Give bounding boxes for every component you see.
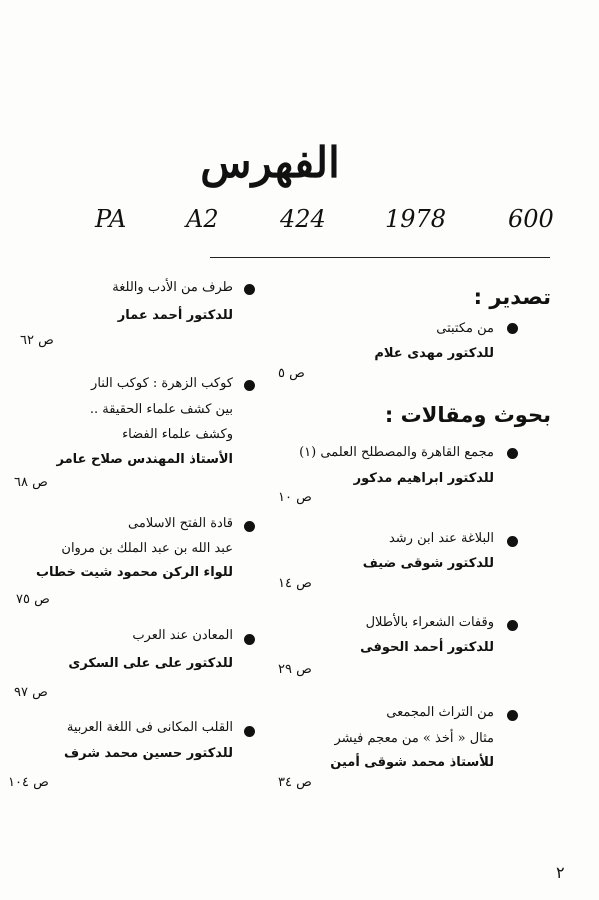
toc-page: ص ٥ [278, 366, 305, 381]
header-rule [210, 257, 550, 258]
toc-title: كوكب الزهرة : كوكب النار [91, 376, 233, 391]
bullet-icon [507, 323, 518, 334]
toc-title: المعادن عند العرب [132, 628, 233, 643]
handwritten-note-5: 600 [508, 205, 554, 233]
bullet-icon [244, 726, 255, 737]
toc-page: ص ١٠٤ [8, 775, 49, 790]
bullet-icon [507, 620, 518, 631]
toc-author: للأستاذ محمد شوقى أمين [330, 755, 494, 770]
toc-author: للواء الركن محمود شيت خطاب [35, 565, 233, 580]
toc-page: ص ٦٨ [14, 475, 48, 490]
toc-page: ص ٣٤ [278, 775, 312, 790]
bullet-icon [244, 521, 255, 532]
handwritten-note-3: 424 [280, 205, 326, 233]
toc-page: ص ٧٥ [16, 592, 50, 607]
toc-subtitle: بين كشف علماء الحقيقة .. [89, 402, 233, 417]
toc-author: للدكتور أحمد عمار [117, 308, 233, 323]
toc-author: للدكتور مهدى علام [374, 346, 494, 361]
section-heading-preface: تصدير : [473, 285, 551, 309]
toc-title: القلب المكانى فى اللغة العربية [66, 720, 233, 735]
page-title: الفهرس [200, 138, 340, 187]
toc-page: ص ١٤ [278, 576, 312, 591]
toc-subtitle: مثال « أخذ » من معجم فيشر [334, 731, 494, 746]
toc-page: ص ١٠ [278, 490, 312, 505]
bullet-icon [507, 536, 518, 547]
toc-title: قادة الفتح الاسلامى [128, 516, 233, 531]
page-number: ٢ [556, 863, 565, 882]
toc-page: ص ٦٢ [20, 333, 54, 348]
bullet-icon [244, 380, 255, 391]
toc-author: للدكتور ابراهيم مدكور [353, 471, 494, 486]
toc-author: للدكتور أحمد الحوفى [360, 640, 494, 655]
toc-subtitle: وكشف علماء الفضاء [122, 427, 233, 442]
toc-subtitle: عبد الله بن عبد الملك بن مروان [61, 541, 233, 556]
toc-title: من التراث المجمعى [386, 705, 494, 720]
handwritten-note-4: 1978 [385, 205, 447, 233]
toc-author: للدكتور حسين محمد شرف [64, 746, 233, 761]
handwritten-note-1: PA [95, 205, 127, 233]
toc-title: وقفات الشعراء بالأطلال [365, 615, 494, 630]
toc-page: ص ٢٩ [278, 662, 312, 677]
bullet-icon [507, 710, 518, 721]
bullet-icon [244, 634, 255, 645]
toc-title: من مكتبتى [436, 321, 494, 336]
handwritten-note-2: A2 [186, 205, 219, 233]
toc-author: للدكتور على على السكرى [68, 656, 233, 671]
toc-title: مجمع القاهرة والمصطلح العلمى (١) [299, 445, 494, 460]
toc-page: ص ٩٧ [14, 685, 48, 700]
toc-author: للدكتور شوقى ضيف [362, 556, 494, 571]
section-heading-articles: بحوث ومقالات : [384, 403, 551, 427]
toc-title: طرف من الأدب واللغة [112, 280, 233, 295]
toc-title: البلاغة عند ابن رشد [388, 531, 494, 546]
toc-author: الأستاذ المهندس صلاح عامر [56, 452, 233, 467]
bullet-icon [507, 448, 518, 459]
bullet-icon [244, 284, 255, 295]
